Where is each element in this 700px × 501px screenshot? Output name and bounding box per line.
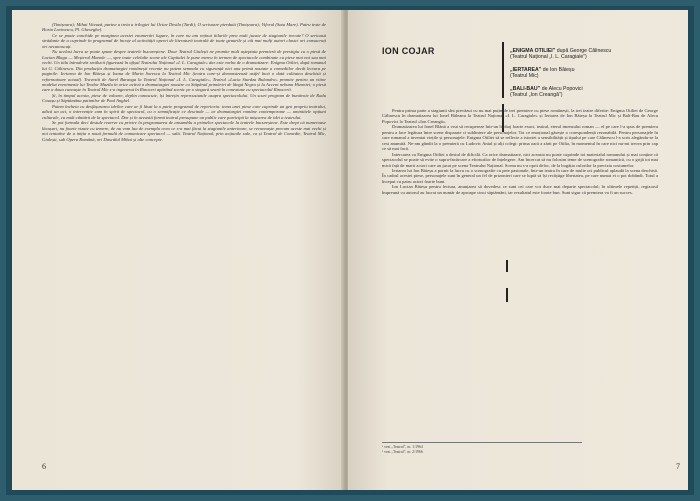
paragraph: Dramatizarea lui Ionel Blănă a vrut să recupereze într-un limbaj foarte exact, teatral, eterul imensului roman — el pe care l-a spus de premiera pentru a face legătura între scene disparate ci subliniere ale personajelor. Tot ce emoțional găsește o corespondență rezonabilă. Pentru personajele în care romanul a inventat viețile și personajele: Enigma Otiliei să se reflecte a istoriei a sensibilității și tipului pe care Călinescu l-a scris alegându-se la cest anumită. Ne-am gândit la o premieră cu Ludovic Antal și alți colegi: prima oară a zărit pe Otilia, în momentul în care nici nu-mi trecea prin cap ce să mai facă. [382, 124, 658, 152]
play-item [510, 48, 660, 60]
play-author: după George Călinescu [555, 48, 612, 54]
play-theatre: (Teatrul „Ion Creangă”) [510, 92, 563, 98]
left-page [12, 10, 344, 490]
play-theatre: (Teatrul Național „I. L. Caragiale”) [510, 54, 587, 60]
play-title: „IERTAREA” [510, 67, 542, 73]
footnote: ¹ vezi „Teatrul”, nr. 1/1964 [382, 445, 423, 449]
left-text-column [42, 22, 326, 142]
play-list [510, 48, 660, 105]
right-page [348, 10, 688, 490]
book-spread [6, 6, 694, 495]
paragraph: Iertarea lui Ion Băieșu a pornit la lucru cu o scenografie cu pete pasionale, într-un teatru în care de multe ori publicul aplaudă la scena deschisă. În cadrul acestei piese, personajele sunt în general un fel de prizonieri care se luptă să își recâștige libertatea, pe care numai ei o pot dobândi. Totul a început cu patru actori foarte buni. [382, 167, 658, 184]
right-text-column [382, 108, 658, 195]
paragraph: Pentru prima parte a stagiunii sînt prevăzut cu nu mai puțin de trei premiere cu piese românești, la trei teatre diferite: Enigma Otiliei de George Călinescu în dramatizarea lui Ionel Băleanu la Teatrul Național «I. L. Caragiale» și Iertarea de Ion Băieșu la Teatrul Mic și Bali-Bau de Alecu Popovici la Teatrul «Ion Creangă». [382, 108, 658, 124]
page-number: 7 [676, 462, 680, 471]
play-title: „ENIGMA OTILIEI” [510, 48, 556, 54]
paragraph: (Timișoara); Mihai Vitează, partea a treia a trilogiei lui Octav Desila (Tardi); O scrisoare pierdută (Timișoara); Viforul (Satu Mare). Patru texte de Horia Lovinescu, Pl. Gheorghe). [42, 22, 326, 33]
play-author: de Ion Băieșu [541, 67, 575, 73]
vertical-rule [506, 288, 508, 302]
footnotes [382, 442, 582, 454]
footnote: ² vezi „Teatrul”, nr. 2/1966 [382, 449, 423, 454]
paragraph: Ion Lucian Băieșu pentru lectura, anunțarea să dovedesc ce sunt cei care vor duce mai departe spectacolul; în ultimele repetiții, regizorul împreună cu autorul au lucrat un număr de aproape cinci săptămâni, iar rezultatul este foarte bun. Sunt sigur că premiera va fi un succes. [382, 184, 658, 195]
paragraph: Ce se poate conchide pe marginea acestei enumerări lugare, în care nu am reținut titlurile prea mult jucate de stagiunile trecute? O serioasă strădanie de a cuprinde în programul de încoțe al activității operei de literatură teatrală de toate genurile și cât mai mulți autori clasici ori consacrați ori necunoscuți. [42, 32, 326, 49]
play-author: de Alecu Popovici [540, 86, 583, 92]
play-item [510, 67, 660, 79]
page-number: 6 [42, 462, 46, 471]
vertical-rule [502, 42, 504, 98]
play-theatre: (Teatrul Mic) [510, 73, 539, 79]
vertical-rule [506, 260, 508, 272]
paragraph: Nu acelasi lucru se poate spune despre teatrele bucureștene. Doar Teatrul Giulești ne promite mult așteptata premieră de prestigiu cu o piesă de Lucian Blaga — Meșterul Manole —, spre toate celelalte scene ale Capitalei le pune mereu în termen de spectacole combinate cu piese mai noi sau mai vechi. Un titlu întrodevăr strălucit figurează în afișul Teatrului Național «I. L. Caragiale» dar este vorba de o dramatizare: Enigma Otiliei, după romanul lui G. Călinescu. Din producția dramaturgiei românești recente nu putem semnala cu siguranță nici una primă noutate a comediilor decât lectura pe paginile: Iertarea de Ion Băieșu și Ioana de Marin Sorescu la Teatrul Mic (teatru care-și demonstrează astfel încă o dată calitatea deschisă și reformatoare actual). Travestii de Aurel Baranga la Teatrul Național «I. L. Caragiale», Teatrul «Lucia Sturdza Bulandra» promite pentru un viitor modelat evenimente lui Teodor Mazilu în orice activă a dramaturgiei noastre cu Stăpânul primăriei de lângă Negru și la Accent nebuna Hizoniei; o piesă care a doua cunoaște în Teatrul Mic s-a ingenerat în Rinoceri apărând scenic pe o singură seară în conexiune cu spectacolul Rinocerii. [42, 49, 326, 93]
article-author: ION COJAR [382, 46, 435, 56]
paragraph: Putem încheia cu desfășurarea ideilor care ar fi lăsat la o parte programul de repertoriu: tema unei piese care cuprinde un gen propriu teatrului, adică un act, o intervenție cam în spirit de spectacol, cu o semnificație ce descinde — ar dramaturgiei române contemporane — amintitele opțiuni culturale, cu mult cântărit de la spectacol. Dar și în această formă teatrul presupune un public care participă la mișcarea de idei a teatrului. [42, 103, 326, 120]
paragraph: Și, în timpul acesta, piese de valoare, deplin cunoscute, își întrețin repercusiunile asupra spectacolului. Un scurt program de bunăvoie de Radu Cosașu și Săptămâna patimilor de Paul Anghel. [42, 92, 326, 104]
play-title: „BALI-BAU” [510, 86, 541, 92]
paragraph: Se pot formula deci destule rezerve cu privire la programarea de ansamblu a primelor spectacole la teatrele bucureștene. Este drept că numeroase lăcașuri, nu foarte vizate cu temere, de nu vom lua de exemplu ceea ce s-a mai făcut la stagiunile anterioare, se recunoaște precum aceste mai vechi și noi tentative de a iniția o nouă formulă de comunicare spectacol — sală. Teatrul Național, prin acțiunile sale, ca și Teatrul de Comedie, Teatrul Mic, Giulești, sub Opera Română, ori Dascălul Mihai și alte concepte. [42, 120, 326, 142]
paragraph: Intercarea cu Enigma Otiliei a destul de dificilă. Ca orice dramatizare, nici aceasta nu poate cuprinde tot materialul romanului și mai conține că spectacolul se poate să evite o supra-încărcare a eforturilor de înțelegere. Am încercat să nu folosim teme de scenografie romantică, cu o grijă tot mai mică față de marii actori care au jucat pe scena Teatrului Național. Scena nu s-a oprit deloc, de la bogăția culorilor la precizia costumelor. [382, 151, 658, 168]
play-item [510, 86, 660, 98]
